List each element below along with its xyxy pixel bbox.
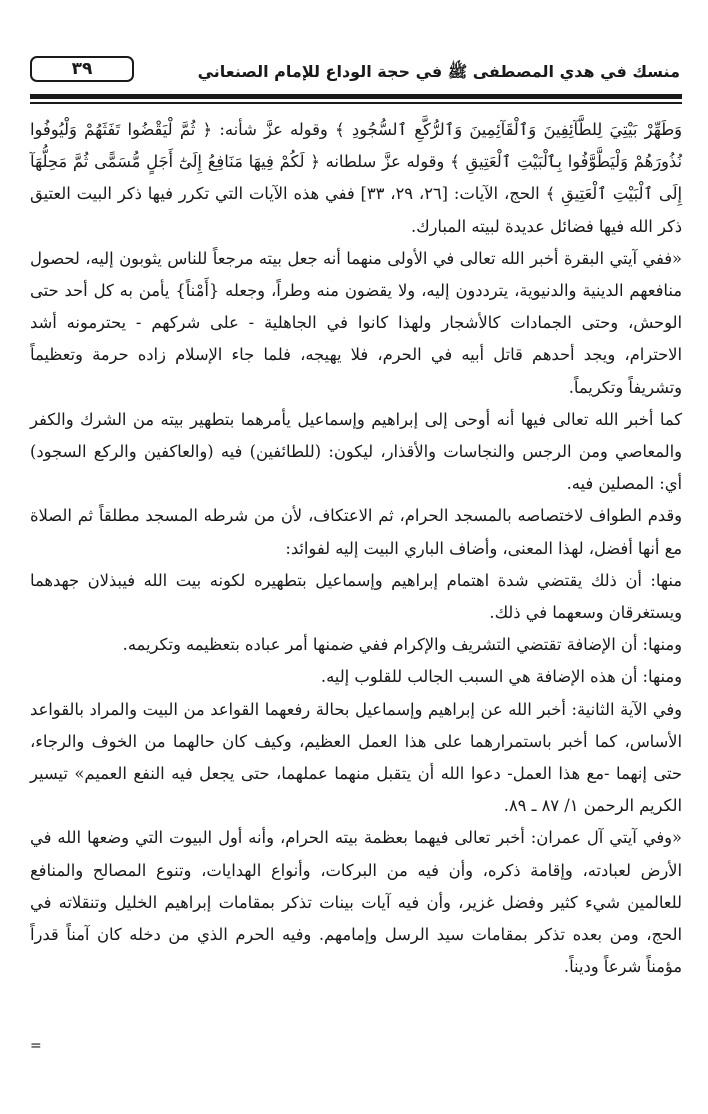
page-body — [30, 114, 682, 983]
continuation-mark: = — [30, 1038, 42, 1054]
paragraph: وقدم الطواف لاختصاصه بالمسجد الحرام، ثم الاعتكاف، لأن من شرطه المسجد مطلقاً ثم الصلاة مع أنها أفضل، لهذا المعنى، وأضاف الباري البيت إليه لفوائد: — [30, 506, 682, 558]
paragraph: ومنها: أن الإضافة تقتضي التشريف والإكرام ففي ضمنها أمر عباده بتعظيمه وتكريمه. — [122, 635, 682, 655]
paragraph: منها: أن ذلك يقتضي شدة اهتمام إبراهيم وإسماعيل بتطهيره لكونه بيت الله فيبذلان جهدهما ويستغرقان وسعهما في ذلك. — [30, 570, 682, 623]
header-title: منسك في هدي المصطفى ﷺ في حجة الوداع للإمام الصنعاني — [197, 62, 680, 81]
book-page — [30, 50, 682, 1090]
running-header — [30, 50, 682, 88]
header-rule-thin — [30, 102, 682, 104]
paragraph: وفي الآية الثانية: أخبر الله عن إبراهيم وإسماعيل بحالة رفعهما القواعد من البيت والمراد بالقواعد الأساس، كما أخبر باستمرارهما على هذا العمل العظيم، وكيف كان حالهما من الخوف والرجاء، حتى إنهما -مع هذا العمل- دعوا الله أن يتقبل منهما عملهما، حتى يجعل فيه النفع العميم» تيسير الكريم الرحمن ١/ ٨٧ ـ ٨٩. — [30, 699, 682, 816]
paragraph: ومنها: أن هذه الإضافة هي السبب الجالب للقلوب إليه. — [320, 667, 682, 687]
page-number: ٣٩ — [30, 56, 134, 82]
paragraph: وَطَهِّرْ بَيْتِيَ لِلطَّآئِفِينَ وَٱلْقَآئِمِينَ وَٱلرُّكَّعِ ٱلسُّجُودِ ﴾ وقوله عزَّ شأنه: ﴿ ثُمَّ لْيَقْضُوا تَفَثَهُمْ وَلْيُوفُوا نُذُورَهُمْ وَلْيَطَّوَّفُوا بِٱلْبَيْتِ ٱلْعَتِيقِ ﴾ وقوله عزَّ سلطانه ﴿ لَكُمْ فِيهَا مَنَافِعُ إِلَىٰٓ أَجَلٍ مُّسَمًّى ثُمَّ مَحِلُّهَآ إِلَى ٱلْبَيْتِ ٱلْعَتِيقِ ﴾ الحج، الآيات: [٢٦، ٢٩، ٣٣] ففي هذه الآيات التي تكرر فيها ذكر البيت العتيق ذكر الله فيها فضائل عديدة لبيته المبارك. — [30, 120, 682, 236]
paragraph: كما أخبر الله تعالى فيها أنه أوحى إلى إبراهيم وإسماعيل يأمرهما بتطهير بيته من الشرك والكفر والمعاصي ومن الرجس والنجاسات والأقذار، ليكون: (للطائفين) فيه (والعاكفين والركع السجود) أي: المصلين فيه. — [30, 409, 682, 494]
paragraph: «ففي آيتي البقرة أخبر الله تعالى في الأولى منهما أنه جعل بيته مرجعاً للناس يثوبون إليه، لحصول منافعهم الدينية والدنيوية، يترددون إليه، ولا يقضون منه وطراً، وجعله {أَمْناً} يأمن به كل أحد حتى الوحش، وحتى الجمادات كالأشجار ولهذا كانوا في الجاهلية - على شركهم - يحترمونه أشد الاحترام، ويجد أحدهم قاتل أبيه في الحرم، فلا يهيجه، فلما جاء الإسلام زاده حرمة وتعظيماً وتشريفاً وتكريماً. — [30, 248, 682, 397]
paragraph: «وفي آيتي آل عمران: أخبر تعالى فيهما بعظمة بيته الحرام، وأنه أول البيوت التي وضعها الله في الأرض لعبادته، وإقامة ذكره، وأن فيه من البركات، وأنواع الهدايات، وتنوع المصالح والمنافع للعالمين شيء كثير وفضل غزير، وأن فيه آيات بينات تذكر بمقامات إبراهيم الخليل وتنقلاته في الحج، ومن بعده تذكر بمقامات سيد الرسل وإمامهم. وفيه الحرم الذي من دخله كان آمناً قدراً مؤمناً شرعاً وديناً. — [30, 828, 682, 977]
header-rule-thick — [30, 94, 682, 99]
